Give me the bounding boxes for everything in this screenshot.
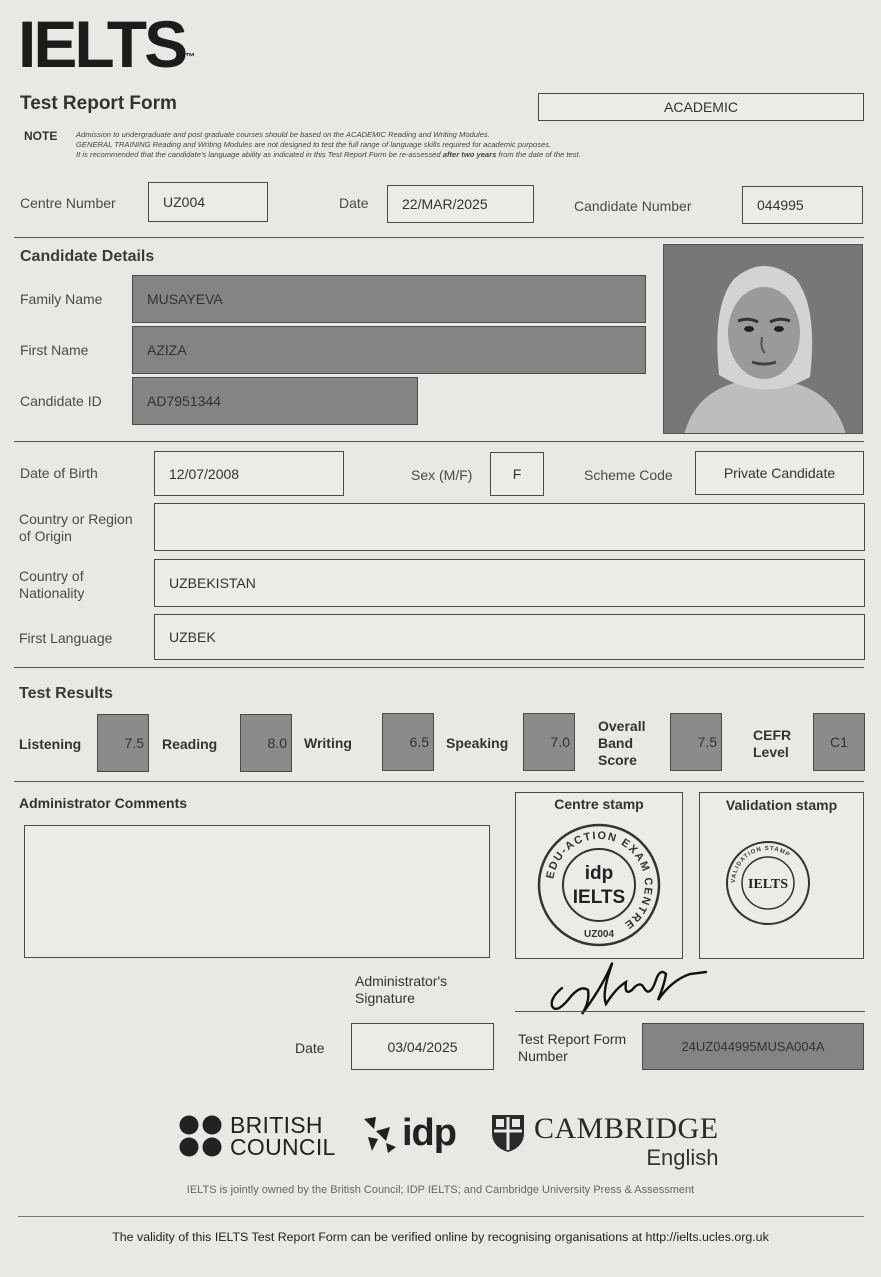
divider-3 — [14, 667, 864, 668]
overall-band-value: 7.5 — [697, 734, 717, 750]
overall-label-line-2: Band — [598, 735, 633, 751]
validation-stamp-label: Validation stamp — [725, 797, 838, 813]
centre-date-label: Date — [339, 195, 369, 211]
british-council-text-1: BRITISH — [230, 1112, 323, 1138]
admin-signature-label — [355, 973, 447, 1007]
dob-value: 12/07/2008 — [169, 465, 240, 482]
family-name-value: MUSAYEVA — [147, 291, 223, 307]
speaking-score-value: 7.0 — [550, 734, 570, 750]
cambridge-shield-icon — [490, 1113, 526, 1153]
verification-footer: The validity of this IELTS Test Report Form can be verified online by recognising organisations at http://ielts.ucles.org.uk — [112, 1230, 769, 1244]
idp-mark-icon — [360, 1113, 400, 1155]
reading-score — [240, 714, 292, 772]
overall-label-line-1: Overall — [598, 718, 646, 734]
sex-value: F — [512, 466, 522, 482]
candidate-details-title: Candidate Details — [20, 248, 155, 265]
family-name-label: Family Name — [20, 291, 103, 307]
signature-label-line-2: Signature — [355, 990, 415, 1006]
ownership-note: IELTS is jointly owned by the British Council; IDP IELTS; and Cambridge University Press & Assessment — [186, 1184, 695, 1196]
centre-number-label: Centre Number — [20, 195, 116, 211]
footer-rule — [18, 1216, 864, 1217]
admin-comments-box — [24, 825, 490, 958]
family-name-box — [132, 275, 646, 323]
listening-score-value: 7.5 — [124, 735, 144, 751]
centre-date-value: 22/MAR/2025 — [402, 196, 488, 212]
speaking-score — [523, 713, 575, 771]
admin-date-box — [351, 1023, 494, 1070]
centre-stamp-brand-2: IELTS — [572, 887, 626, 908]
candidate-photo — [663, 244, 863, 434]
nationality-value: UZBEKISTAN — [169, 575, 256, 591]
trf-label-line-2: Number — [518, 1048, 568, 1064]
note-text — [76, 130, 856, 160]
dob-box — [154, 451, 344, 496]
cefr-level-label — [753, 727, 791, 761]
module-box — [538, 93, 864, 121]
module-value: ACADEMIC — [664, 99, 738, 115]
divider-4 — [14, 781, 864, 782]
cefr-level-score — [813, 713, 865, 771]
writing-score — [382, 713, 434, 771]
ielts-logo-text: IELTS — [18, 7, 186, 81]
candidate-id-value: AD7951344 — [147, 393, 221, 409]
writing-score-value: 6.5 — [409, 734, 429, 750]
dob-label: Date of Birth — [20, 465, 98, 481]
cefr-label-line-1: CEFR — [753, 727, 792, 743]
trademark: ™ — [185, 52, 196, 63]
trf-number-box — [642, 1023, 864, 1070]
cambridge-logo — [490, 1113, 719, 1171]
admin-date-value: 03/04/2025 — [387, 1038, 458, 1055]
admin-date-label: Date — [295, 1040, 325, 1056]
trf-label-line-1: Test Report Form — [518, 1031, 627, 1047]
trf-number-value: 24UZ044995MUSA004A — [681, 1039, 825, 1054]
listening-label: Listening — [19, 736, 82, 752]
first-language-label: First Language — [19, 630, 113, 646]
british-council-logo — [178, 1114, 336, 1158]
first-name-value: AZIZA — [147, 342, 187, 358]
test-results-title: Test Results — [19, 685, 113, 702]
overall-label-line-3: Score — [598, 752, 637, 768]
note-line-2: GENERAL TRAINING Reading and Writing Modules are not designed to test the full range of language skills required for academic purposes. — [76, 140, 552, 149]
centre-number-value: UZ004 — [163, 194, 206, 210]
note-label: NOTE — [24, 129, 58, 143]
cefr-label-line-2: Level — [753, 744, 789, 760]
admin-comments-label: Administrator Comments — [19, 795, 188, 811]
nationality-label — [19, 568, 84, 602]
first-name-label: First Name — [20, 342, 89, 358]
cefr-level-value: C1 — [830, 734, 848, 750]
ielts-logo — [18, 8, 195, 80]
origin-label-line-2: of Origin — [19, 528, 72, 544]
note-line-3: It is recommended that the candidate's language ability as indicated in this Test Report Form be re-assessed after two years from the date of the test. — [76, 150, 581, 159]
speaking-label: Speaking — [446, 735, 509, 751]
centre-stamp-label: Centre stamp — [554, 796, 644, 812]
overall-band-score — [670, 713, 722, 771]
candidate-number-label: Candidate Number — [574, 198, 692, 214]
trf-number-label — [518, 1031, 626, 1065]
candidate-id-label: Candidate ID — [20, 393, 102, 409]
centre-date-box — [387, 185, 534, 223]
sex-box — [490, 452, 544, 496]
note-line-1: Admission to undergraduate and post graduate courses should be based on the ACADEMIC Reading and Writing Modules. — [76, 130, 490, 139]
candidate-id-box — [132, 377, 418, 425]
validation-stamp — [725, 840, 811, 926]
divider-2 — [14, 441, 864, 442]
overall-band-label — [598, 718, 645, 769]
signature-line — [515, 1011, 865, 1012]
scheme-code-box — [695, 451, 864, 495]
idp-logo-text: idp — [402, 1112, 456, 1154]
centre-stamp-brand-1: idp — [584, 863, 614, 884]
cambridge-text: CAMBRIDGE — [534, 1112, 719, 1145]
candidate-number-value: 044995 — [757, 197, 804, 213]
centre-number-box — [148, 182, 268, 222]
nationality-label-line-1: Country of — [19, 568, 84, 584]
form-title: Test Report Form — [20, 93, 177, 114]
sex-label: Sex (M/F) — [411, 467, 473, 483]
portrait-image — [664, 245, 863, 434]
writing-label: Writing — [304, 735, 352, 751]
reading-label: Reading — [162, 736, 218, 752]
british-council-dots-icon — [178, 1114, 224, 1158]
scheme-code-label: Scheme Code — [584, 467, 673, 483]
centre-stamp — [537, 823, 661, 947]
first-language-value: UZBEK — [169, 629, 216, 645]
divider-1 — [14, 237, 864, 238]
signature-label-line-1: Administrator's — [355, 973, 448, 989]
cambridge-english-text: English — [646, 1145, 719, 1170]
first-name-box — [132, 326, 646, 374]
candidate-number-box — [742, 186, 863, 224]
reading-score-value: 8.0 — [267, 735, 287, 751]
british-council-text-2: COUNCIL — [230, 1134, 336, 1160]
origin-label-line-1: Country or Region — [19, 511, 133, 527]
origin-label — [19, 511, 133, 545]
centre-stamp-ring-text: EDU-ACTION EXAM CENTRE — [544, 829, 655, 932]
nationality-box — [154, 559, 865, 607]
origin-box — [154, 503, 865, 551]
first-language-box — [154, 614, 865, 660]
validation-stamp-brand: IELTS — [748, 877, 788, 892]
administrator-signature — [540, 950, 720, 1025]
listening-score — [97, 714, 149, 772]
validation-stamp-ring-text: VALIDATION STAMP — [730, 845, 792, 884]
scheme-code-value: Private Candidate — [723, 465, 836, 481]
nationality-label-line-2: Nationality — [19, 585, 85, 601]
centre-stamp-code: UZ004 — [583, 929, 615, 940]
idp-logo — [360, 1112, 456, 1155]
